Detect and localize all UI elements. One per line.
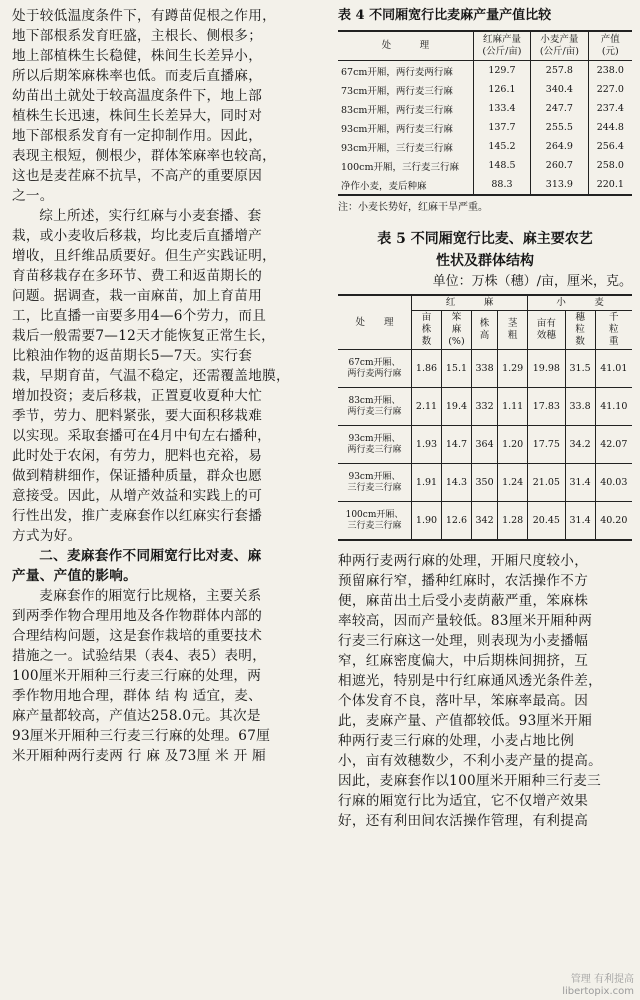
table5-cell: 21.05	[528, 464, 565, 502]
table5-cell: 338	[471, 350, 497, 388]
table4-cell: 255.5	[531, 118, 588, 137]
table5-cell: 1.24	[498, 464, 528, 502]
table4-cell: 247.7	[531, 99, 588, 118]
table5-cell: 1.86	[412, 350, 442, 388]
table5-cell: 33.8	[565, 388, 595, 426]
table5-subheader: 亩有 效穗	[528, 311, 565, 350]
paragraph-width-ratio: 麦麻套作的厢宽行比规格，主要关系 到两季作物合理用地及各作物群体内部的 合理结构问题，这是套作栽培的重要技术 措施之一。试验结果（表4、表5）表明， 100厘米开厢种三行麦三行麻的处理，两 季作物用地合理，群体 结 构 适宜，麦、 麻产量都较高，产值达258.0元。其次是 93厘米开厢种三行麦三行麻的处理。67厘 米开厢种两行麦两 行 麻 及73厘 米 开 厢	[12, 588, 271, 764]
table5-header-wheat: 小 麦	[528, 295, 632, 311]
table4-cell: 340.4	[531, 80, 588, 99]
table5-subheader: 笨 麻 (%)	[441, 311, 471, 350]
table5-subheader: 茎 粗	[498, 311, 528, 350]
table5-cell: 93cm开厢、 三行麦三行麻	[338, 464, 412, 502]
table5-cell: 2.11	[412, 388, 442, 426]
table-row	[338, 175, 632, 195]
table5-cell: 1.28	[498, 502, 528, 541]
table5-cell: 14.3	[441, 464, 471, 502]
table4-cell: 73cm开厢，两行麦三行麻	[341, 85, 453, 97]
table5-cell: 1.90	[412, 502, 442, 541]
table4-cell: 238.0	[588, 61, 632, 81]
table-row	[338, 80, 632, 99]
table4-cell: 133.4	[473, 99, 530, 118]
paragraph-summary: 综上所述，实行红麻与小麦套播、套 栽，或小麦收后移栽，均比麦后直播增产 增收，且纤维品质要好。但生产实践证明， 育苗移栽存在多环节、费工和返苗期长的 问题。据调查，栽一亩麻苗，加上育苗用 工，比直播一亩要多用4—6个劳力，而且 栽后一般需要7—12天才能恢复正常生长， 比粮油作物的返苗期长5—7天。实行套 栽，早期育苗，气温不稳定，还需覆盖地膜， 增加投资；麦后移栽，正置夏收夏种大忙 季节，劳力、肥料紧张，要大面积移栽难 以实现。采取套播可在4月中旬左右播种， 此时处于农闲，有劳力，肥料也充裕，易 做到精耕细作，保证播种质量，群众也愿 意接受。因此，从增产效益和实践上的可 行性出发，推广麦麻套作以红麻实行套播 方式为好。	[12, 208, 290, 544]
table5-subheader: 亩 株 数	[412, 311, 442, 350]
table4-header-wheat-yield: 小麦产量 (公斤/亩)	[531, 31, 588, 61]
table5-cell: 31.5	[565, 350, 595, 388]
table4-cell: 137.7	[473, 118, 530, 137]
table5-header-kenaf: 红 麻	[412, 295, 528, 311]
table-row	[338, 426, 632, 464]
section-heading: 二、麦麻套作不同厢宽行比对麦、麻 产量、产值的影响。	[12, 548, 262, 584]
table5-cell: 14.7	[441, 426, 471, 464]
table5-cell: 41.10	[595, 388, 632, 426]
table-row	[338, 464, 632, 502]
table4-title: 表 4 不同厢宽行比麦麻产量产值比较	[338, 8, 552, 23]
table5-header-row	[338, 295, 632, 311]
table4-cell: 129.7	[473, 61, 530, 81]
table4-cell: 145.2	[473, 137, 530, 156]
table5-cell: 41.01	[595, 350, 632, 388]
table-row	[338, 502, 632, 541]
table5-cell: 100cm开厢、 三行麦三行麻	[338, 502, 412, 541]
table5-subheader: 千 粒 重	[595, 311, 632, 350]
table4-cell: 净作小麦，麦后种麻	[341, 180, 427, 192]
table4-header-row	[338, 31, 632, 61]
table5-header-treatment: 处 理	[338, 295, 412, 350]
table5-cell: 364	[471, 426, 497, 464]
table-row	[338, 156, 632, 175]
table-row	[338, 61, 632, 81]
table4	[338, 30, 632, 196]
table5-cell: 83cm开厢、 两行麦三行麻	[338, 388, 412, 426]
table5-cell: 12.6	[441, 502, 471, 541]
table4-header-kenaf-yield: 红麻产量 (公斤/亩)	[473, 31, 530, 61]
table5-cell: 1.20	[498, 426, 528, 464]
table5-cell: 93cm开厢、 两行麦三行麻	[338, 426, 412, 464]
table5-cell: 34.2	[565, 426, 595, 464]
table4-cell: 264.9	[531, 137, 588, 156]
table5-cell: 1.11	[498, 388, 528, 426]
table4-header-value: 产值 (元)	[588, 31, 632, 61]
table5-cell: 1.29	[498, 350, 528, 388]
table4-cell: 148.5	[473, 156, 530, 175]
table4-note: 注：小麦长势好，红麻干旱严重。	[338, 202, 488, 213]
paragraph-root-growth: 处于较低温度条件下，有蹲苗促根之作用， 地下部根系发育旺盛，主根长、侧根多； 地上部植株生长稳健，株间生长差异小， 所以后期笨麻株率也低。而麦后直播麻， 幼苗出土就处于较高温度条件下，地上部 植株生长迅速，株间生长差异大，同时对 地下部根系发育有一定抑制作用。因此， 表现主根短，侧根少，群体笨麻率也较高， 这也是麦茬麻不抗旱，不高产的重要原因 之一。	[12, 8, 276, 204]
watermark: 管理 有利提高 libertopix.com	[562, 974, 634, 997]
table4-cell: 227.0	[588, 80, 632, 99]
right-column	[338, 6, 632, 831]
table5-cell: 1.93	[412, 426, 442, 464]
table4-header-treatment: 处 理	[338, 31, 473, 61]
table5-cell: 31.4	[565, 464, 595, 502]
table4-cell: 93cm开厢，两行麦三行麻	[341, 123, 453, 135]
table4-cell: 256.4	[588, 137, 632, 156]
table4-cell: 220.1	[588, 175, 632, 195]
paragraph-continuation: 种两行麦两行麻的处理，开厢尺度较小， 预留麻行窄，播种红麻时，农活操作不方 便，麻苗出土后受小麦荫蔽严重，笨麻株 率较高，因而产量较低。83厘米开厢种两 行麦三行麻这一处理，则表现为小麦播幅 窄，红麻密度偏大，中后期株间拥挤，互 相遮光，特别是中行红麻通风透光条件差， 个体发育不良，落叶早，笨麻率最高。因 此，麦麻产量、产值都较低。93厘米开厢 种两行麦三行麻的处理，小麦占地比例 小，亩有效穗数少，不利小麦产量的提高。 因此，麦麻套作以100厘米开厢种三行麦三 行麻的厢宽行比为适宜，它不仅增产效果 好，还有利田间农活操作管理，有利提高	[338, 553, 602, 829]
table-row	[338, 137, 632, 156]
table4-cell: 257.8	[531, 61, 588, 81]
table4-cell: 244.8	[588, 118, 632, 137]
table4-cell: 88.3	[473, 175, 530, 195]
table4-cell: 126.1	[473, 80, 530, 99]
table5-cell: 17.83	[528, 388, 565, 426]
table5	[338, 294, 632, 541]
table5-cell: 20.45	[528, 502, 565, 541]
table-row	[338, 99, 632, 118]
table5-cell: 67cm开厢、 两行麦两行麻	[338, 350, 412, 388]
table5-cell: 17.75	[528, 426, 565, 464]
table4-cell: 237.4	[588, 99, 632, 118]
table4-cell: 67cm开厢，两行麦两行麻	[341, 66, 453, 78]
table5-cell: 1.91	[412, 464, 442, 502]
table5-cell: 40.20	[595, 502, 632, 541]
table4-cell: 100cm开厢，三行麦三行麻	[341, 161, 459, 173]
table-row	[338, 118, 632, 137]
table5-title: 表 5 不同厢宽行比麦、麻主要农艺 性状及群体结构	[377, 231, 593, 269]
table5-cell: 342	[471, 502, 497, 541]
table5-units: 单位：万株（穗）/亩，厘米，克。	[432, 274, 632, 289]
table5-subheader: 株 高	[471, 311, 497, 350]
table5-cell: 31.4	[565, 502, 595, 541]
table4-cell: 260.7	[531, 156, 588, 175]
table5-cell: 15.1	[441, 350, 471, 388]
left-column	[12, 6, 330, 766]
table5-cell: 40.03	[595, 464, 632, 502]
table4-cell: 258.0	[588, 156, 632, 175]
table5-subheader: 穗 粒 数	[565, 311, 595, 350]
table-row	[338, 350, 632, 388]
table4-cell: 93cm开厢，三行麦三行麻	[341, 142, 453, 154]
table-row	[338, 388, 632, 426]
table5-cell: 350	[471, 464, 497, 502]
table5-cell: 19.4	[441, 388, 471, 426]
table4-cell: 83cm开厢，两行麦三行麻	[341, 104, 453, 116]
table5-cell: 332	[471, 388, 497, 426]
table5-cell: 42.07	[595, 426, 632, 464]
table4-cell: 313.9	[531, 175, 588, 195]
table5-cell: 19.98	[528, 350, 565, 388]
